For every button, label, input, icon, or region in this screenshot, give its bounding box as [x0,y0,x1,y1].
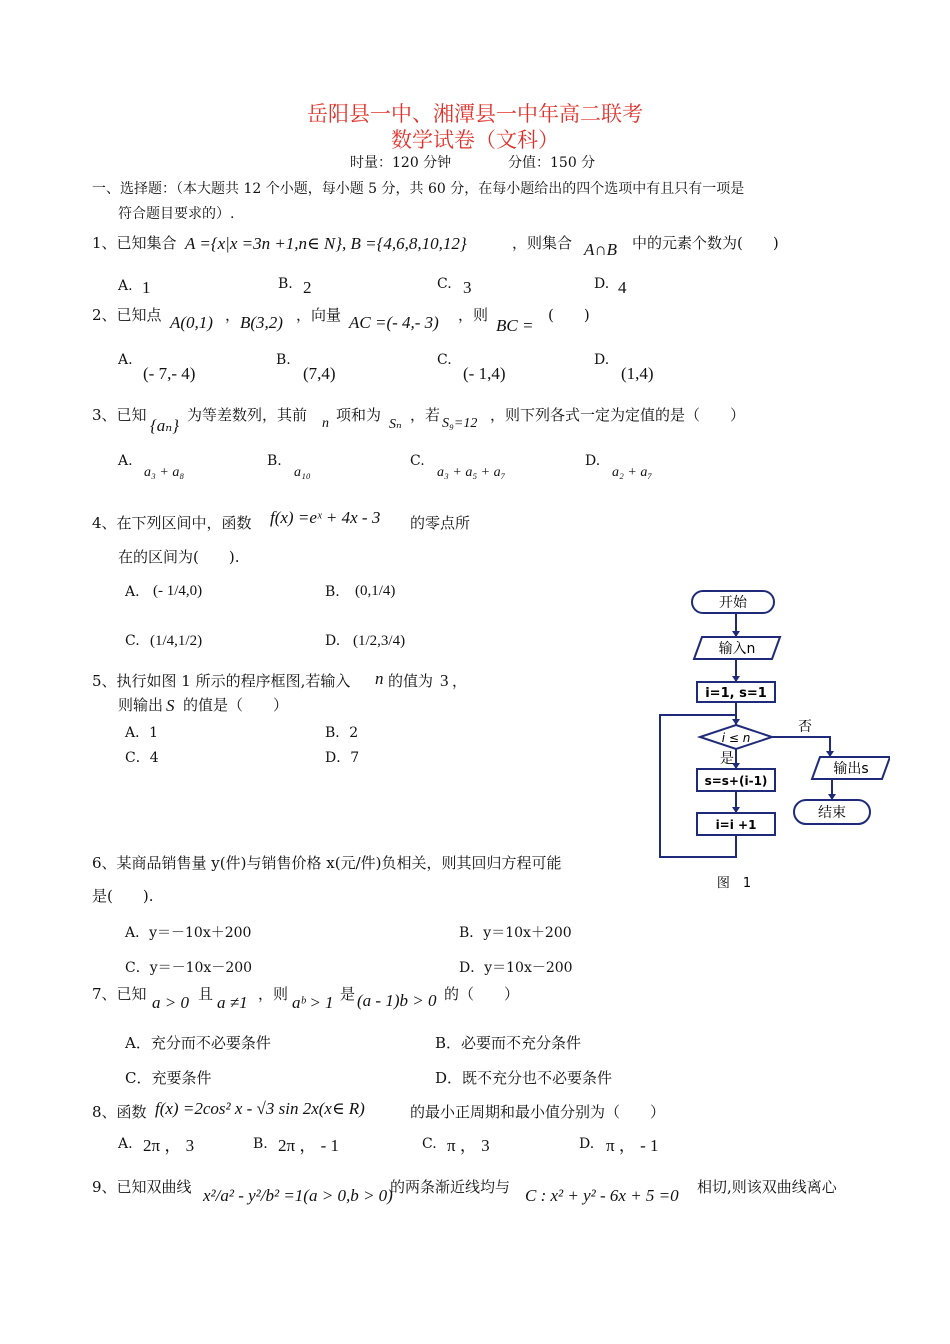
q2-option-b: (7,4) [303,364,336,383]
flow-no-label: 否 [798,719,812,735]
q1-set-definition: A ={x|x =3n +1,n∈ N}, B ={4,6,8,10,12} [185,234,467,253]
q6-option-c: C．y＝－10x－200 [125,960,253,976]
q1-intersection: A∩B [584,240,618,259]
q3-n: n [322,416,329,431]
q4-option-c-label: C. [125,633,140,649]
q3-option-a-label: A. [118,453,133,469]
q8-option-b: 2π ， - 1 [278,1136,339,1155]
q7-option-b: B．必要而不充分条件 [435,1034,582,1052]
q8-option-a-label: A. [118,1136,133,1152]
q2-point-a: A(0,1) [170,313,213,332]
flow-start-label: 开始 [719,595,747,611]
q3-s9: S₉=12 [442,416,478,431]
q2-vector-ac: AC =(- 4,- 3) [349,313,439,332]
time-limit: 时量：120 分钟 [350,155,452,171]
q2-option-c: (- 1,4) [463,364,506,383]
q1-option-d-label: D. [594,276,610,292]
q1-option-a-label: A. [118,278,133,294]
q1-option-b-label: B. [278,276,293,292]
q8-function: f(x) =2cos² x - √3 sin 2x(x∈ R) [155,1099,365,1118]
q2-bracket: ( ) [548,306,590,324]
q3-prefix: 3、已知 [92,406,147,424]
section-instructions-line2: 符合题目要求的）. [118,206,235,222]
q9-mid: 的两条渐近线均与 [390,1178,511,1196]
flow-update-i-label: i=i +1 [715,818,757,832]
q8-option-c: π ， 3 [447,1136,490,1155]
q4-option-a-label: A. [125,584,140,600]
q9-circle: C : x² + y² - 6x + 5 =0 [525,1186,679,1205]
q8-option-b-label: B. [253,1136,268,1152]
q7-cond4: (a - 1)b > 0 [357,991,437,1010]
flow-end-label: 结束 [818,805,846,821]
q6-option-a: A．y＝－10x＋200 [125,925,252,941]
flow-output-label: 输出s [833,761,869,777]
q5-line1: 5、执行如图 1 所示的程序框图,若输入 [92,672,351,690]
q4-line2: 在的区间为( ). [118,548,240,566]
q8-prefix: 8、函数 [92,1103,147,1121]
q4-option-b-label: B. [325,584,340,600]
flow-condition-label: i ≤ n [721,731,751,745]
q3-option-d-label: D. [585,453,601,469]
q3-option-d: a₂ + a₇ [612,465,653,480]
q7-and: 且 [198,985,214,1003]
q5-line2b: 的值是（ ） [183,696,289,714]
q9-hyperbola: x²/a² - y²/b² =1(a > 0,b > 0) [203,1186,393,1205]
q2-comma1: ， [225,306,241,324]
q3-sn: Sₙ [389,417,402,432]
flowchart-figure [650,585,890,895]
q1-prefix: 1、已知集合 [92,234,177,252]
q2-option-d: (1,4) [621,364,654,383]
flow-yes-label: 是 [720,751,734,767]
q7-option-a: A．充分而不必要条件 [125,1034,271,1052]
q4-option-b: (0,1/4) [355,583,396,599]
q1-option-a: 1 [142,278,151,297]
q2-then: ，则 [458,306,489,324]
q1-option-d: 4 [618,278,627,297]
q8-option-d: π ， - 1 [606,1136,659,1155]
q2-option-a: (- 7,- 4) [143,364,196,383]
q3-option-c-label: C. [410,453,425,469]
q9-suffix: 相切,则该双曲线离心 [697,1178,837,1196]
q4-option-a: (- 1/4,0) [153,583,203,599]
q4-function: f(x) =eˣ + 4x - 3 [270,508,381,527]
exam-title: 岳阳县一中、湘潭县一中年高二联考 [307,102,643,126]
flow-caption: 图 1 [716,876,752,891]
q5-line2: 则输出 [118,696,164,714]
q3-text3: ，若 [410,406,441,424]
q3-text2: 项和为 [336,406,382,424]
q1-option-c: 3 [463,278,472,297]
total-score: 分值：150 分 [508,155,596,171]
q5-option-a: A．1 [125,725,159,741]
q1-option-b: 2 [303,278,312,297]
q4-option-d-label: D. [325,633,341,649]
q9-prefix: 9、已知双曲线 [92,1178,192,1196]
q3-option-c: a₃ + a₅ + a₇ [437,465,506,480]
q1-suffix: 中的元素个数为( ) [632,234,779,252]
q2-vector-text: ，向量 [296,306,342,324]
q1-mid: ，则集合 [512,234,573,252]
exam-subtitle: 数学试卷（文科） [391,128,559,152]
q3-sequence: {aₙ} [150,416,179,435]
q7-cond1: a > 0 [152,993,189,1012]
q7-suffix: 的（ ） [444,985,520,1003]
q3-option-b: a₁₀ [294,465,311,480]
q2-point-b: B(3,2) [240,313,283,332]
q1-option-c-label: C. [437,276,452,292]
flow-input-label: 输入n [718,641,756,657]
q7-option-d: D．既不充分也不必要条件 [435,1069,613,1087]
q2-option-a-label: A. [118,352,133,368]
q3-option-b-label: B. [267,453,282,469]
q7-cond3: aᵇ > 1 [292,993,334,1012]
q2-prefix: 2、已知点 [92,306,162,324]
q7-then: ，则 [258,985,289,1003]
q5-line1c: ， [452,672,468,690]
q2-option-b-label: B. [276,352,291,368]
q4-prefix: 4、在下列区间中，函数 [92,514,252,532]
q4-suffix: 的零点所 [410,514,471,532]
q3-text1: 为等差数列，其前 [187,406,308,424]
q2-option-d-label: D. [594,352,610,368]
q5-option-c: C．4 [125,750,159,766]
q8-option-c-label: C. [422,1136,437,1152]
q7-is: 是 [340,985,356,1003]
q7-prefix: 7、已知 [92,985,147,1003]
q7-option-c: C．充要条件 [125,1069,212,1087]
flow-init-label: i=1, s=1 [705,686,767,701]
section-instructions-line1: 一、选择题：（本大题共 12 个小题，每小题 5 分，共 60 分，在每小题给出的四个选项中有且只有一项是 [92,181,745,197]
q5-line1b: 的值为 [388,672,434,690]
q5-n: n [375,669,384,688]
q4-option-c: (1/4,1/2) [150,633,203,649]
q2-option-c-label: C. [437,352,452,368]
flow-update-s-label: s=s+(i-1) [704,774,768,788]
q6-line1: 6、某商品销售量 y(件)与销售价格 x(元/件)负相关，则其回归方程可能 [92,854,562,872]
q7-cond2: a ≠1 [217,993,248,1012]
q6-line2: 是( ). [92,887,154,905]
q4-option-d: (1/2,3/4) [353,633,406,649]
q8-option-d-label: D. [579,1136,595,1152]
q2-vector-bc: BC = [496,316,534,335]
q6-option-b: B．y＝10x＋200 [459,925,572,941]
q5-s: S [166,696,175,715]
q8-option-a: 2π ， 3 [143,1136,195,1155]
q6-option-d: D．y＝10x－200 [459,960,573,976]
q5-input-value: 3 [440,671,449,690]
q3-suffix: ，则下列各式一定为定值的是（ ） [490,406,746,424]
q8-suffix: 的最小正周期和最小值分别为（ ） [410,1103,666,1121]
q3-option-a: a₃ + a₈ [144,465,185,480]
q5-option-b: B．2 [325,725,359,741]
q5-option-d: D．7 [325,750,360,766]
